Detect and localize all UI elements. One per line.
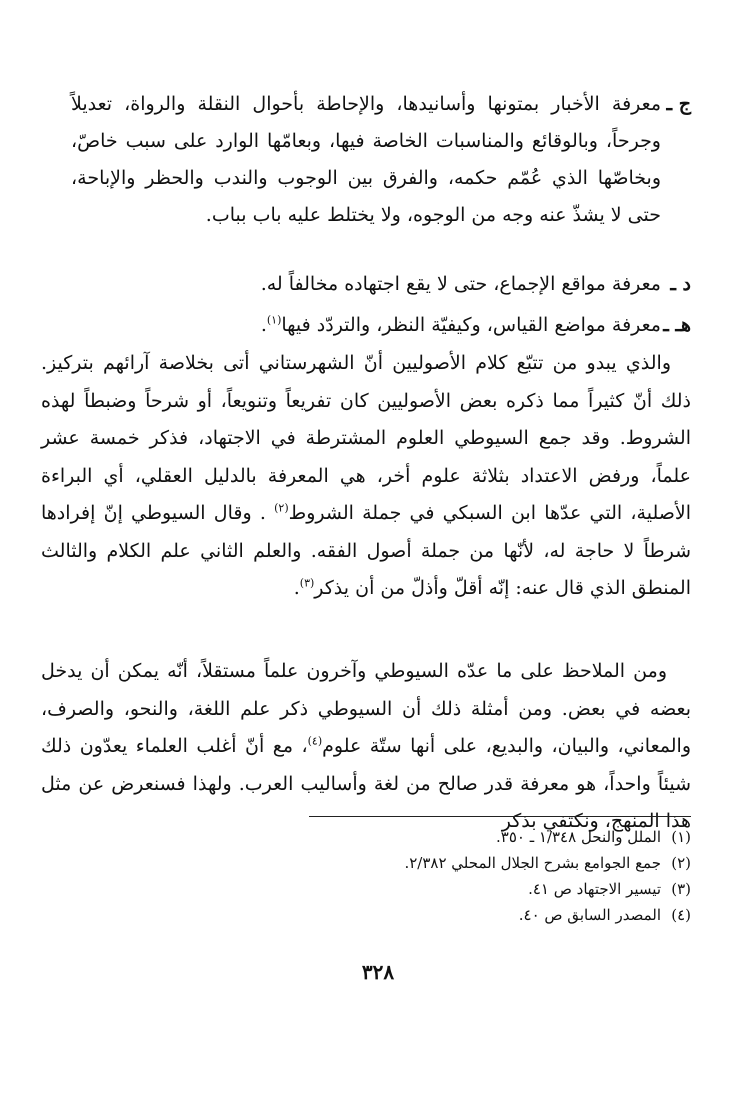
footnote-text: تيسير الاجتهاد ص ٤١. (528, 880, 661, 898)
footnote-number: (٣) (671, 880, 691, 898)
footnote (41, 850, 691, 876)
list-marker: هـ ـ (663, 314, 691, 336)
paragraph-text-part: ، مع أنّ أغلب العلماء يعدّون ذلك شيئاً واحداً، هو معرفة قدر صالح من لغة وأساليب العرب. ولهذا فسنعرض عن مثل هذا المنهج، ونكتفي بذكر (41, 735, 691, 832)
footnote-number: (١) (671, 828, 691, 846)
paragraph-suyuti (41, 653, 691, 841)
footnote-number: (٢) (671, 854, 691, 872)
paragraph-text-part: ومن الملاحظ على ما عدّه السيوطي وآخرون علماً مستقلاً، أنّه يمكن أن يدخل بعضه في بعض. ومن أمثلة ذلك أن السيوطي ذكر علم اللغة، والنحو، والصرف، والمعاني، والبيان، والبديع، على أنها ستّة علوم (41, 660, 691, 757)
footnote (41, 902, 691, 928)
footnote-divider (309, 816, 691, 817)
footnote-number: (٤) (671, 906, 691, 924)
list-item-text-tail: . (260, 314, 267, 336)
paragraph-text (41, 653, 691, 841)
footnote-ref: (٤) (307, 734, 323, 748)
list-item-ha (71, 307, 691, 344)
list-item-text: معرفة مواقع الإجماع، حتى لا يقع اجتهاده مخالفاً له. (260, 273, 661, 295)
footnote-ref: (٣) (299, 576, 315, 590)
footnote (41, 876, 691, 902)
footnote-ref: (٢) (274, 501, 289, 515)
list-marker: د ـ (670, 273, 691, 295)
paragraph-text-part: . وقال السيوطي إنّ إفرادها شرطاً لا حاجة له، لأنّها من جملة أصول الفقه. والعلم الثاني علم الكلام والثالث المنطق الذي قال عنه: إنّه أقلّ وأذلّ من أن يذكر (41, 502, 691, 599)
footnotes (41, 824, 691, 928)
list-item-text: معرفة الأخبار بمتونها وأسانيدها، والإحاطة بأحوال النقلة والرواة، تعديلاً وجرحاً، وبالوقائع والمناسبات الخاصة فيها، وبعامّها الوارد على سبب خاصّ، وبخاصّها الذي عُمّم حكمه، والفرق بين الوجوب والندب والحظر والإباحة، حتى لا يشذّ عنه وجه من الوجوه، ولا يختلط عليه باب بباب. (71, 93, 661, 226)
footnote (41, 824, 691, 850)
list-item-text-body: معرفة مواضع القياس، وكيفيّة النظر، والتردّد فيها (281, 314, 661, 336)
page-number: ٣٢٨ (361, 960, 395, 984)
footnote-text: جمع الجوامع بشرح الجلال المحلي ٢/٣٨٢. (404, 854, 661, 872)
footnote-text: المصدر السابق ص ٤٠. (518, 906, 661, 924)
paragraph-text (41, 345, 691, 608)
footnote-text: الملل والنحل ١/٣٤٨ ـ ٣٥٠. (496, 828, 661, 846)
list-item-dal (71, 266, 691, 303)
paragraph-shahrastani (41, 345, 691, 608)
list-item-jim (71, 86, 691, 234)
list-marker: ج ـ (666, 93, 691, 115)
paragraph-text-part: . (293, 577, 300, 599)
footnote-ref: (١) (266, 313, 282, 327)
list-item-text (71, 307, 661, 344)
paragraph-text-part: والذي يبدو من تتبّع كلام الأصوليين أنّ الشهرستاني أتى بخلاصة آرائهم بتركيز. ذلك أنّ كثيراً مما ذكره بعض الأصوليين كان تفريعاً وتنويعاً، أو شرحاً وضبطاً لهذه الشروط. وقد جمع السيوطي العلوم المشترطة في الاجتهاد، فذكر خمسة عشر علماً، ورفض الاعتداد بثلاثة علوم أخر، هي المعرفة بالدليل العقلي، أي البراءة الأصلية، التي عدّها ابن السبكي في جملة الشروط (41, 352, 691, 524)
